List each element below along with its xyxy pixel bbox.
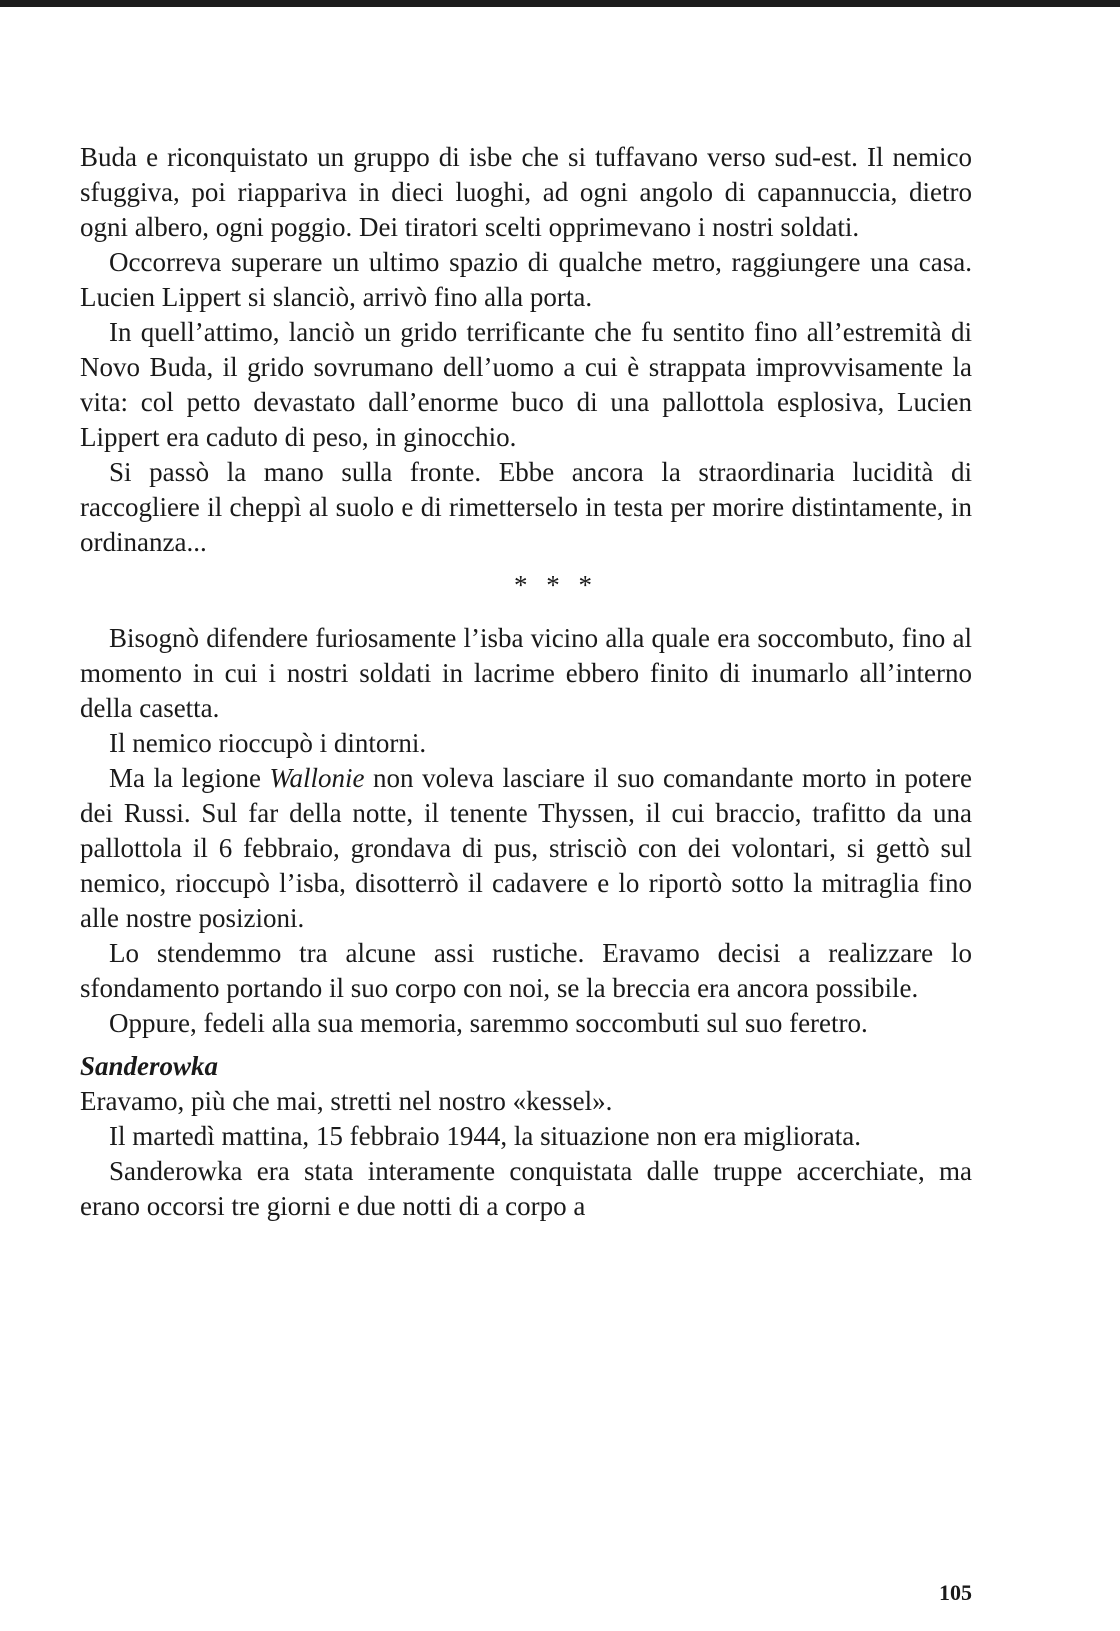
paragraph-wallonie bbox=[80, 761, 972, 936]
paragraph-kessel: Eravamo, più che mai, stretti nel nostro «kessel». bbox=[80, 1086, 613, 1116]
paragraph-oppure: Oppure, fedeli alla sua memoria, saremmo soccombuti sul suo feretro. bbox=[109, 1008, 868, 1038]
paragraph-quell-attimo: In quell’attimo, lanciò un grido terrificante che fu sentito fino all’estremità di Novo Buda, il grido sovrumano dell’uomo a cui è strappata improvvisamente la vita: col petto devastato dall’enorme buco di una pallottola esplosiva, Lucien Lippert era caduto di peso, in ginocchio. bbox=[80, 317, 972, 452]
paragraph-nemico-rioccupo: Il nemico rioccupò i dintorni. bbox=[109, 728, 427, 758]
wallonie-text-before: Ma la legione bbox=[109, 763, 270, 793]
paragraph-bisogno: Bisognò difendere furiosamente l’isba vicino alla quale era soccombuto, fino al momento in cui i nostri soldati in lacrime ebbero finito di inumarlo all’interno della casetta. bbox=[80, 623, 972, 723]
page-number: 105 bbox=[939, 1580, 972, 1605]
paragraph-sanderowka-conquistata: Sanderowka era stata interamente conquistata dalle truppe accerchiate, ma erano occorsi tre giorni e due notti di a corpo a bbox=[80, 1156, 972, 1221]
paragraph-si-passo: Si passò la mano sulla fronte. Ebbe ancora la straordinaria lucidità di raccogliere il cheppì al suolo e di rimetterselo in testa per morire distintamente, in ordinanza... bbox=[80, 457, 972, 557]
page-top-edge bbox=[0, 0, 1120, 7]
wallonie-italic-name: Wallonie bbox=[269, 763, 365, 793]
paragraph-buda: Buda e riconquistato un gruppo di isbe che si tuffavano verso sud-est. Il nemico sfuggiva, poi riappariva in dieci luoghi, ad ogni angolo di capannuccia, dietro ogni albero, ogni poggio. Dei tiratori scelti opprimevano i nostri soldati. bbox=[80, 142, 972, 242]
wallonie-text-after: non voleva lasciare il suo comandante morto in potere dei Russi. Sul far della notte, il tenente Thyssen, il cui braccio, trafitto da una pallottola il 6 febbraio, grondava di pus, strisciò con dei volontari, si gettò sul nemico, rioccupò l’isba, disotterrò il cadavere e lo riportò sotto la mitraglia fino alle nostre posizioni. bbox=[80, 763, 973, 933]
paragraph-occorreva: Occorreva superare un ultimo spazio di qualche metro, raggiungere una casa. Lucien Lippert si slanciò, arrivò fino alla porta. bbox=[80, 247, 972, 312]
section-heading-sanderowka: Sanderowka bbox=[80, 1051, 219, 1081]
section-break-asterisks: * * * bbox=[514, 570, 598, 600]
page-body bbox=[80, 140, 972, 1224]
paragraph-stendemmo: Lo stendemmo tra alcune assi rustiche. Eravamo decisi a realizzare lo sfondamento portando il suo corpo con noi, se la breccia era ancora possibile. bbox=[80, 938, 972, 1003]
paragraph-martedi: Il martedì mattina, 15 febbraio 1944, la situazione non era migliorata. bbox=[109, 1121, 862, 1151]
